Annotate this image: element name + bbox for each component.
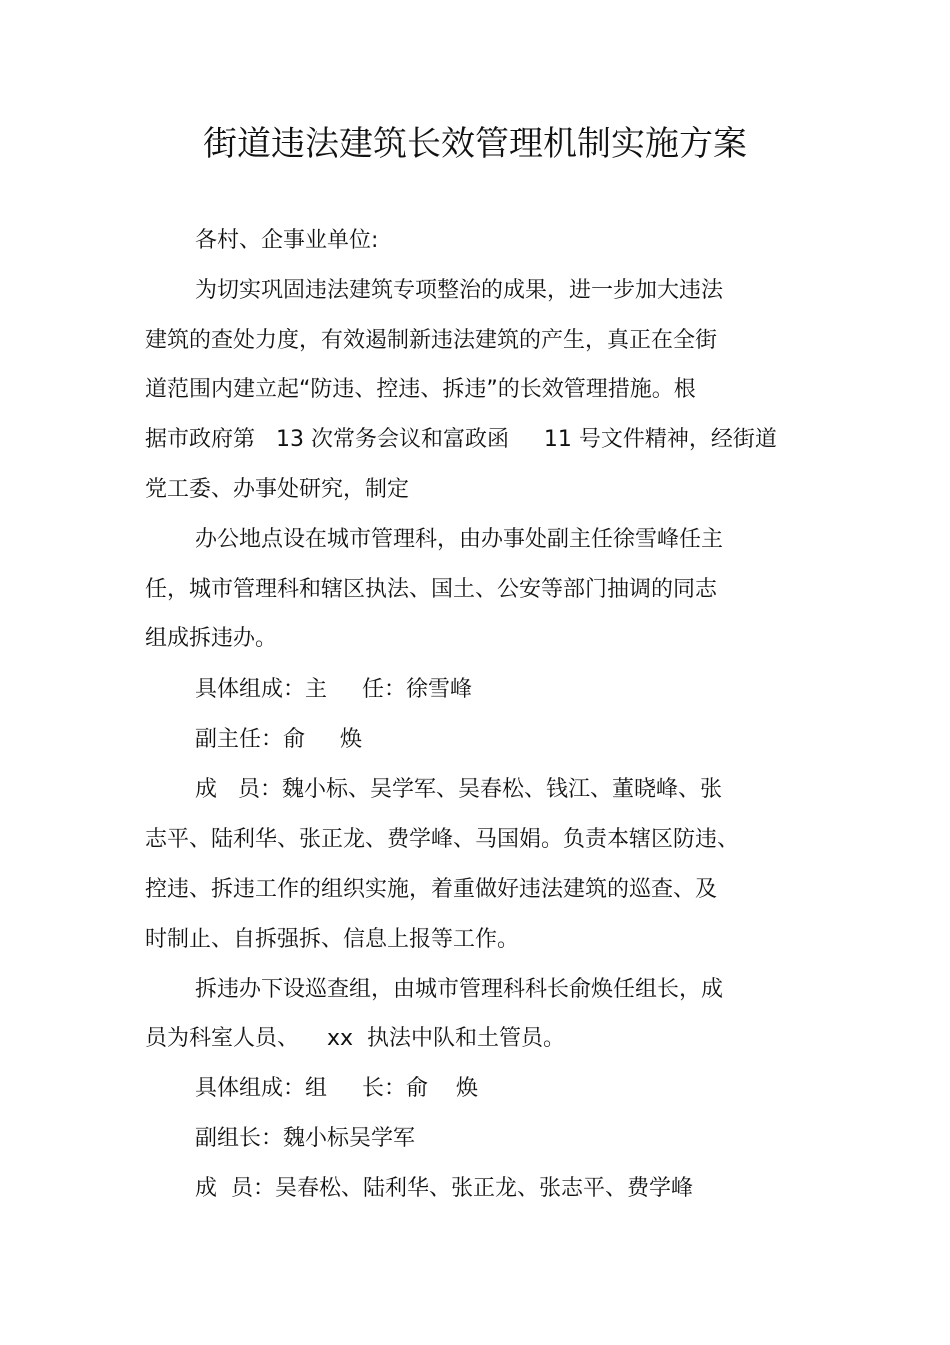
paragraph-line: 任，城市管理科和辖区执法、国土、公安等部门抽调的同志	[145, 577, 718, 602]
paragraph-line: 时制止、自拆强拆、信息上报等工作。	[145, 927, 520, 952]
members-line: 成 员：魏小标、吴学军、吴春松、钱江、董晓峰、张	[195, 777, 722, 802]
paragraph-line: 道范围内建立起“防违、控违、拆违”的长效管理措施。根	[145, 377, 696, 402]
composition-line: 具体组成：组 长：俞 焕	[195, 1076, 478, 1101]
composition-line: 副主任：俞 焕	[195, 727, 362, 752]
composition-line: 副组长：魏小标吴学军	[195, 1126, 416, 1151]
paragraph-line: 控违、拆违工作的组织实施，着重做好违法建筑的巡查、及	[145, 877, 718, 902]
paragraph-line: 志平、陆利华、张正龙、费学峰、马国娟。负责本辖区防违、	[145, 827, 740, 852]
document-title: 街道违法建筑长效管理机制实施方案	[203, 124, 747, 164]
paragraph-line: 办公地点设在城市管理科，由办事处副主任徐雪峰任主	[195, 527, 724, 552]
paragraph-line: 拆违办下设巡查组，由城市管理科科长俞焕任组长，成	[195, 977, 724, 1002]
paragraph-line: 建筑的查处力度，有效遏制新违法建筑的产生，真正在全街	[145, 328, 718, 353]
paragraph-line: 为切实巩固违法建筑专项整治的成果，进一步加大违法	[195, 278, 724, 303]
paragraph-line: 组成拆违办。	[145, 626, 278, 651]
composition-line: 具体组成：主 任：徐雪峰	[195, 677, 472, 702]
paragraph-line: 党工委、办事处研究，制定	[145, 477, 410, 502]
members-line: 成 员：吴春松、陆利华、张正龙、张志平、费学峰	[195, 1176, 693, 1201]
paragraph-line: 员为科室人员、 xx 执法中队和土管员。	[145, 1026, 565, 1051]
salutation-line: 各村、企事业单位:	[195, 228, 379, 253]
paragraph-line: 据市政府第 13 次常务会议和富政函 11 号文件精神，经街道	[145, 427, 777, 452]
